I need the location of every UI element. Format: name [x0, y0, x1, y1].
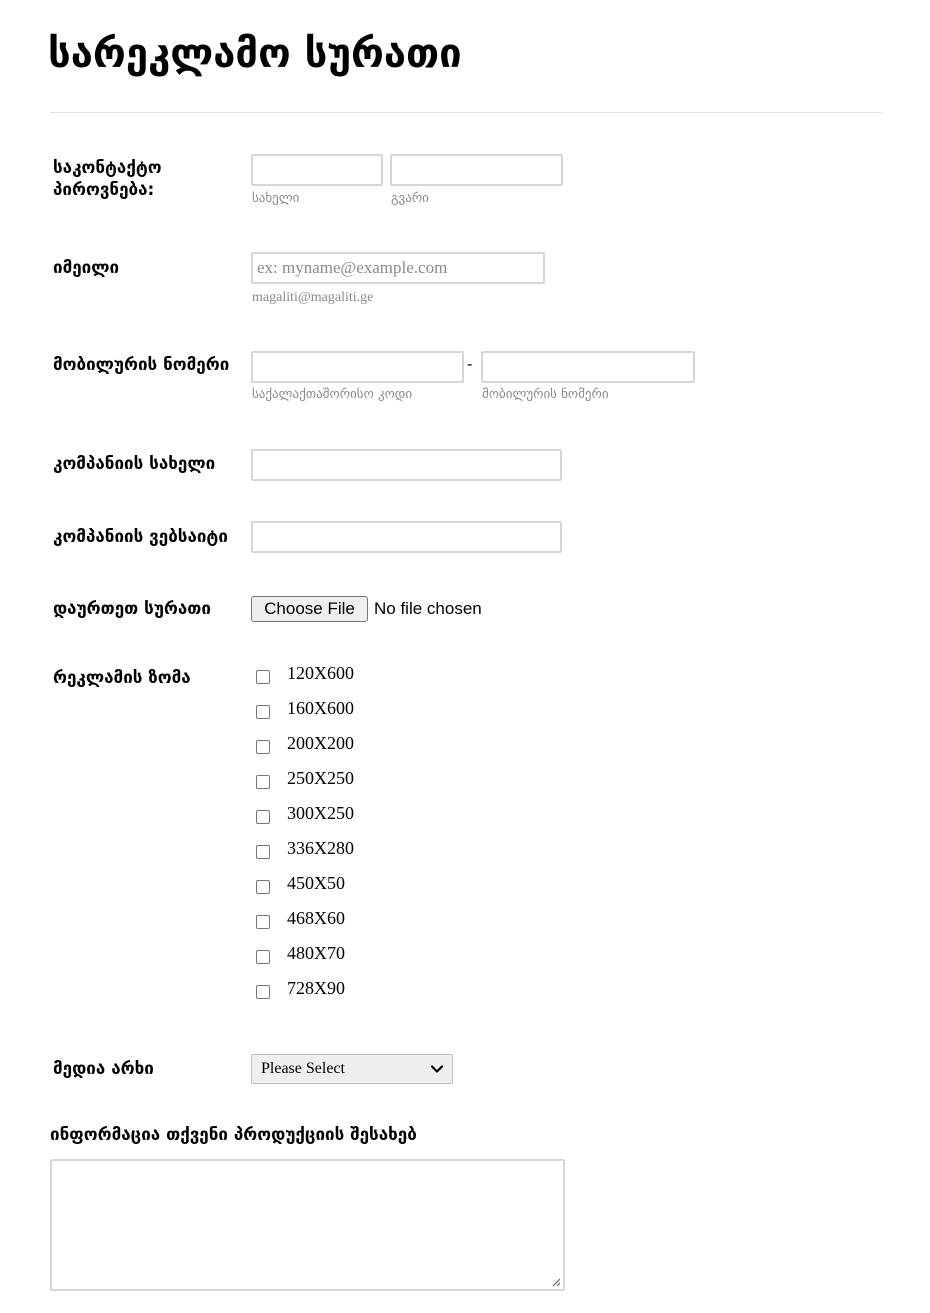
ad-size-checkbox[interactable] [256, 810, 270, 824]
ad-size-option-label: 120X600 [287, 663, 354, 683]
product-info-textarea[interactable] [50, 1159, 565, 1291]
ad-size-option-label: 480X70 [287, 943, 345, 963]
contact-person-label: საკონტაქტო პიროვნება: [53, 158, 162, 200]
title-divider [50, 112, 882, 113]
phone-number-input[interactable] [481, 351, 695, 383]
email-input[interactable] [251, 252, 545, 284]
ad-size-checkbox[interactable] [256, 915, 270, 929]
choose-file-button[interactable]: Choose File [251, 596, 368, 622]
media-channel-select[interactable] [251, 1054, 453, 1084]
company-website-input[interactable] [251, 521, 562, 553]
ad-size-option-label: 200X200 [287, 733, 354, 753]
ad-size-checkbox[interactable] [256, 740, 270, 754]
ad-size-checkbox[interactable] [256, 845, 270, 859]
first-name-input[interactable] [251, 154, 383, 186]
phone-label: მობილურის ნომერი [53, 355, 230, 375]
upload-label: დაურთეთ სურათი [53, 599, 211, 619]
ad-size-option-label: 300X250 [287, 803, 354, 823]
ad-size-checkbox[interactable] [256, 775, 270, 789]
product-info-label: ინფორმაცია თქვენი პროდუქციის შესახებ [50, 1125, 417, 1145]
ad-size-checkbox[interactable] [256, 705, 270, 719]
company-website-label: კომპანიის ვებსაიტი [53, 527, 228, 547]
last-name-input[interactable] [390, 154, 563, 186]
page-title: სარეკლამო სურათი [48, 31, 462, 77]
phone-number-sublabel: მობილურის ნომერი [482, 387, 609, 402]
ad-size-checkbox[interactable] [256, 950, 270, 964]
ad-size-option-label: 250X250 [287, 768, 354, 788]
ad-size-option-label: 160X600 [287, 698, 354, 718]
phone-separator: - [467, 356, 473, 373]
email-label: იმეილი [53, 258, 120, 278]
ad-size-label: რეკლამის ზომა [53, 668, 191, 688]
ad-size-checkbox[interactable] [256, 985, 270, 999]
ad-size-checkbox[interactable] [256, 880, 270, 894]
ad-size-option-label: 728X90 [287, 978, 345, 998]
ad-size-checkbox[interactable] [256, 670, 270, 684]
media-channel-selected-value: Please Select [261, 1060, 345, 1077]
company-name-label: კომპანიის სახელი [53, 454, 216, 474]
last-name-sublabel: გვარი [391, 191, 429, 206]
chevron-down-icon [430, 1062, 444, 1076]
ad-size-option-label: 450X50 [287, 873, 345, 893]
area-code-input[interactable] [251, 351, 464, 383]
file-status-text: No file chosen [374, 599, 482, 618]
email-sublabel: magaliti@magaliti.ge [252, 290, 374, 305]
ad-size-option-label: 336X280 [287, 838, 354, 858]
media-channel-label: მედია არხი [53, 1059, 154, 1079]
area-code-sublabel: საქალაქთაშორისო კოდი [252, 387, 413, 402]
ad-size-option-label: 468X60 [287, 908, 345, 928]
company-name-input[interactable] [251, 449, 562, 481]
resize-handle-icon[interactable] [551, 1277, 561, 1287]
first-name-sublabel: სახელი [252, 191, 300, 206]
